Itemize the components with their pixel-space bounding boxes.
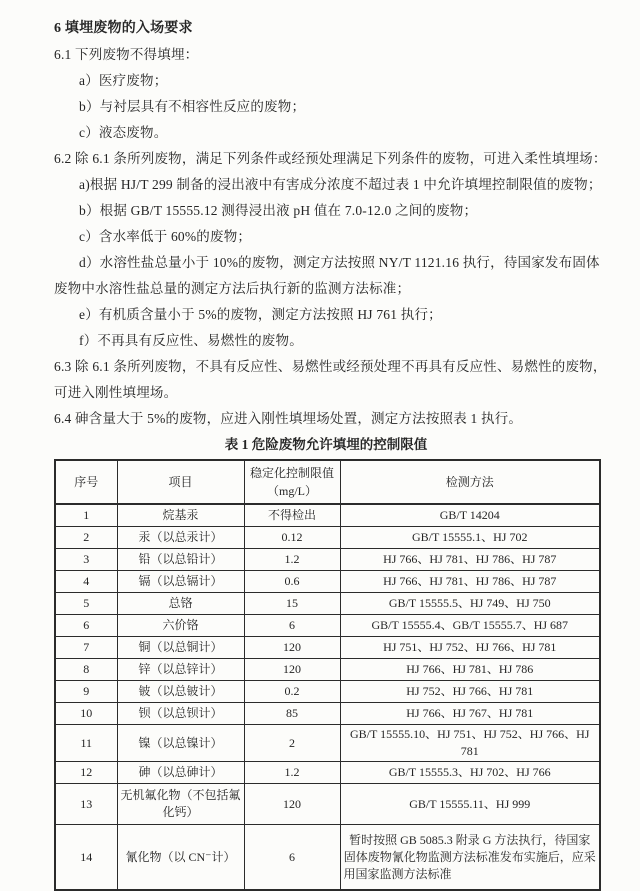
list-item-6-2-f: f）不再具有反应性、易燃性的废物。 xyxy=(79,333,303,348)
cell-no: 2 xyxy=(55,527,117,549)
table-row xyxy=(55,504,600,527)
list-item-6-2-e: e）有机质含量小于 5%的废物，测定方法按照 HJ 761 执行； xyxy=(79,307,442,322)
cell-item: 铅（以总铅计） xyxy=(117,549,244,571)
cell-method: GB/T 15555.4、GB/T 15555.7、HJ 687 xyxy=(340,615,600,637)
cell-limit: 1.2 xyxy=(244,762,340,784)
cell-item: 氰化物（以 CN⁻计） xyxy=(117,825,244,891)
list-item-6-2-c: c）含水率低于 60%的废物； xyxy=(79,229,252,244)
col-header-method: 检测方法 xyxy=(340,460,600,504)
cell-limit: 6 xyxy=(244,825,340,891)
cell-method: HJ 751、HJ 752、HJ 766、HJ 781 xyxy=(340,637,600,659)
cell-method: GB/T 15555.11、HJ 999 xyxy=(340,784,600,825)
cell-limit: 120 xyxy=(244,637,340,659)
table-header xyxy=(55,460,600,504)
table-row xyxy=(55,762,600,784)
table-row xyxy=(55,637,600,659)
table-row xyxy=(55,571,600,593)
col-header-no: 序号 xyxy=(55,460,117,504)
cell-limit: 0.12 xyxy=(244,527,340,549)
table-row xyxy=(55,659,600,681)
list-item-6-1-c: c）液态废物。 xyxy=(79,125,168,140)
table-row xyxy=(55,784,600,825)
cell-limit: 不得检出 xyxy=(244,504,340,527)
cell-item: 锌（以总锌计） xyxy=(117,659,244,681)
cell-method: GB/T 15555.3、HJ 702、HJ 766 xyxy=(340,762,600,784)
table-row xyxy=(55,825,600,891)
limits-table xyxy=(54,459,601,891)
table-title: 表 1 危险废物允许填埋的控制限值 xyxy=(224,437,428,452)
para-6-2: 6.2 除 6.1 条所列废物，满足下列条件或经预处理满足下列条件的废物，可进入柔性填埋场： xyxy=(54,151,607,166)
cell-no: 12 xyxy=(55,762,117,784)
limit-header-unit: （mg/L） xyxy=(267,484,317,498)
cell-item: 钡（以总钡计） xyxy=(117,703,244,725)
table-row xyxy=(55,527,600,549)
list-item-6-2-d-cont: 废物中水溶性盐总量的测定方法后执行新的监测方法标准； xyxy=(54,281,411,296)
para-6-3-cont: 可进入刚性填埋场。 xyxy=(54,385,178,400)
cell-no: 13 xyxy=(55,784,117,825)
cell-method: HJ 752、HJ 766、HJ 781 xyxy=(340,681,600,703)
list-item-6-2-d: d）水溶性盐总量小于 10%的废物，测定方法按照 NY/T 1121.16 执行，待国家发布固体 xyxy=(79,255,600,270)
cell-method: GB/T 15555.10、HJ 751、HJ 752、HJ 766、HJ 781 xyxy=(340,725,600,762)
cell-method: 暂时按照 GB 5085.3 附录 G 方法执行，待国家固体废物氰化物监测方法标准发布实施后，应采用国家监测方法标准 xyxy=(340,825,600,891)
cell-no: 9 xyxy=(55,681,117,703)
cell-limit: 120 xyxy=(244,784,340,825)
cell-limit: 1.2 xyxy=(244,549,340,571)
cell-no: 6 xyxy=(55,615,117,637)
table-row xyxy=(55,549,600,571)
section-heading: 6 填埋废物的入场要求 xyxy=(54,21,193,36)
cell-method: HJ 766、HJ 781、HJ 786、HJ 787 xyxy=(340,549,600,571)
col-header-item: 项目 xyxy=(117,460,244,504)
cell-item: 镍（以总镍计） xyxy=(117,725,244,762)
cell-item: 无机氟化物（不包括氟化钙） xyxy=(117,784,244,825)
table-row xyxy=(55,725,600,762)
cell-limit: 15 xyxy=(244,593,340,615)
para-6-1: 6.1 下列废物不得填埋： xyxy=(54,47,199,62)
cell-item: 烷基汞 xyxy=(117,504,244,527)
col-header-limit xyxy=(244,460,340,504)
cell-item: 砷（以总砷计） xyxy=(117,762,244,784)
cell-no: 11 xyxy=(55,725,117,762)
cell-method: HJ 766、HJ 767、HJ 781 xyxy=(340,703,600,725)
cell-item: 六价铬 xyxy=(117,615,244,637)
table-row xyxy=(55,615,600,637)
cell-no: 7 xyxy=(55,637,117,659)
cell-method: GB/T 14204 xyxy=(340,504,600,527)
cell-no: 3 xyxy=(55,549,117,571)
cell-no: 14 xyxy=(55,825,117,891)
cell-no: 10 xyxy=(55,703,117,725)
para-6-3: 6.3 除 6.1 条所列废物，不具有反应性、易燃性或经预处理不再具有反应性、易燃性的废物， xyxy=(54,359,607,374)
cell-limit: 0.2 xyxy=(244,681,340,703)
cell-method: GB/T 15555.5、HJ 749、HJ 750 xyxy=(340,593,600,615)
cell-limit: 120 xyxy=(244,659,340,681)
table-row xyxy=(55,703,600,725)
cell-method: GB/T 15555.1、HJ 702 xyxy=(340,527,600,549)
cell-no: 8 xyxy=(55,659,117,681)
list-item-6-1-b: b）与衬层具有不相容性反应的废物； xyxy=(79,99,306,114)
cell-item: 镉（以总镉计） xyxy=(117,571,244,593)
limit-header-label: 稳定化控制限值 xyxy=(249,466,334,480)
list-item-6-2-b: b）根据 GB/T 15555.12 测得浸出液 pH 值在 7.0-12.0 之间的废物； xyxy=(79,203,478,218)
para-6-4: 6.4 砷含量大于 5%的废物，应进入刚性填埋场处置，测定方法按照表 1 执行。 xyxy=(54,411,523,426)
cell-limit: 0.6 xyxy=(244,571,340,593)
cell-no: 1 xyxy=(55,504,117,527)
table-row xyxy=(55,593,600,615)
cell-limit: 2 xyxy=(244,725,340,762)
cell-no: 4 xyxy=(55,571,117,593)
table-row xyxy=(55,681,600,703)
cell-item: 总铬 xyxy=(117,593,244,615)
cell-item: 汞（以总汞计） xyxy=(117,527,244,549)
cell-method: HJ 766、HJ 781、HJ 786 xyxy=(340,659,600,681)
cell-item: 铍（以总铍计） xyxy=(117,681,244,703)
cell-method: HJ 766、HJ 781、HJ 786、HJ 787 xyxy=(340,571,600,593)
cell-limit: 6 xyxy=(244,615,340,637)
list-item-6-2-a: a)根据 HJ/T 299 制备的浸出液中有害成分浓度不超过表 1 中允许填埋控制限值的废物； xyxy=(79,177,602,192)
cell-item: 铜（以总铜计） xyxy=(117,637,244,659)
cell-no: 5 xyxy=(55,593,117,615)
cell-limit: 85 xyxy=(244,703,340,725)
list-item-6-1-a: a）医疗废物； xyxy=(79,73,168,88)
